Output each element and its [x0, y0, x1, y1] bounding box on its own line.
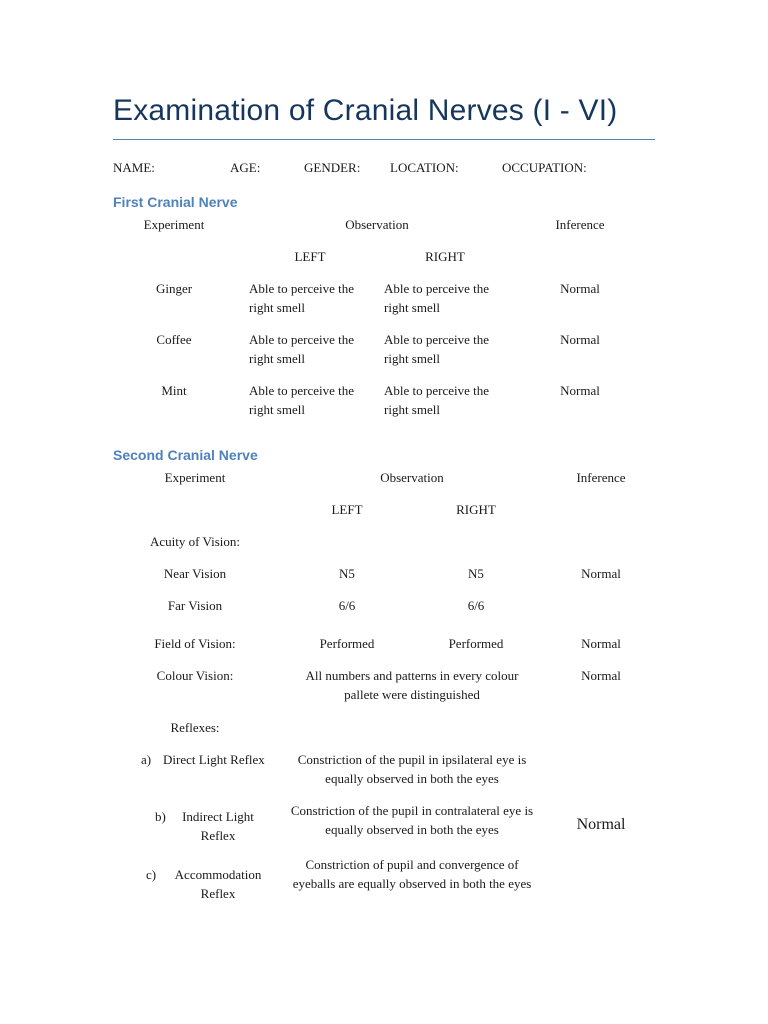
- first-header-right: RIGHT: [425, 249, 465, 264]
- second-header-inference: Inference: [576, 470, 626, 485]
- name-field-label: NAME:: [113, 160, 155, 175]
- reflex-a-marker: a): [141, 752, 152, 767]
- colour-vision-label: Colour Vision:: [156, 668, 234, 683]
- far-vision-label: Far Vision: [167, 598, 223, 613]
- second-header-observation: Observation: [380, 470, 444, 485]
- far-vision-right: 6/6: [467, 598, 485, 613]
- first-cranial-nerve-heading: First Cranial Nerve: [113, 194, 238, 210]
- acuity-of-vision-label: Acuity of Vision:: [150, 534, 240, 549]
- first-row-coffee-inference: Normal: [560, 332, 600, 347]
- first-row-ginger-left: Able to perceive the right smell: [249, 281, 355, 315]
- first-row-coffee-experiment: Coffee: [156, 332, 192, 347]
- colour-vision-observation: All numbers and patterns in every colour pallete were distinguished: [305, 668, 519, 702]
- first-header-experiment: Experiment: [143, 217, 205, 232]
- gender-field-label: GENDER:: [304, 160, 361, 175]
- second-header-right: RIGHT: [456, 502, 496, 517]
- colour-vision-inference: Normal: [581, 668, 621, 683]
- first-row-mint-experiment: Mint: [161, 383, 187, 398]
- page-title: Examination of Cranial Nerves (I - VI): [113, 94, 618, 127]
- field-of-vision-left: Performed: [319, 636, 375, 651]
- reflex-c-label: Accommodation Reflex: [174, 867, 262, 901]
- first-header-left: LEFT: [294, 249, 326, 264]
- second-header-experiment: Experiment: [164, 470, 226, 485]
- first-row-ginger-right: Able to perceive the right smell: [384, 281, 490, 315]
- field-of-vision-label: Field of Vision:: [154, 636, 236, 651]
- first-row-ginger-experiment: Ginger: [155, 281, 193, 296]
- far-vision-left: 6/6: [338, 598, 356, 613]
- field-of-vision-right: Performed: [448, 636, 504, 651]
- first-row-mint-left: Able to perceive the right smell: [249, 383, 355, 417]
- near-vision-label: Near Vision: [163, 566, 227, 581]
- first-row-mint-right: Able to perceive the right smell: [384, 383, 490, 417]
- reflex-a-observation: Constriction of the pupil in ipsilateral eye is equally observed in both the eyes: [297, 752, 527, 786]
- near-vision-left: N5: [339, 566, 355, 581]
- location-field-label: LOCATION:: [390, 160, 459, 175]
- reflexes-label: Reflexes:: [170, 720, 220, 735]
- reflex-b-label: Indirect Light Reflex: [182, 809, 254, 843]
- reflexes-inference: Normal: [576, 816, 626, 833]
- reflex-c-observation: Constriction of pupil and convergence of eyeballs are equally observed in both the eyes: [292, 857, 532, 891]
- first-row-coffee-right: Able to perceive the right smell: [384, 332, 490, 366]
- first-row-ginger-inference: Normal: [560, 281, 600, 296]
- age-field-label: AGE:: [230, 160, 261, 175]
- title-underline: [113, 139, 655, 140]
- reflex-a-label: Direct Light Reflex: [163, 752, 265, 767]
- occupation-field-label: OCCUPATION:: [502, 160, 587, 175]
- second-header-left: LEFT: [331, 502, 363, 517]
- first-header-observation: Observation: [345, 217, 409, 232]
- reflex-b-marker: b): [155, 809, 166, 824]
- second-cranial-nerve-heading: Second Cranial Nerve: [113, 447, 258, 463]
- field-of-vision-inference: Normal: [581, 636, 621, 651]
- first-row-coffee-left: Able to perceive the right smell: [249, 332, 355, 366]
- near-vision-right: N5: [468, 566, 484, 581]
- first-row-mint-inference: Normal: [560, 383, 600, 398]
- first-header-inference: Inference: [555, 217, 605, 232]
- reflex-b-observation: Constriction of the pupil in contralateral eye is equally observed in both the eyes: [290, 803, 534, 837]
- near-vision-inference: Normal: [581, 566, 621, 581]
- reflex-c-marker: c): [146, 867, 157, 882]
